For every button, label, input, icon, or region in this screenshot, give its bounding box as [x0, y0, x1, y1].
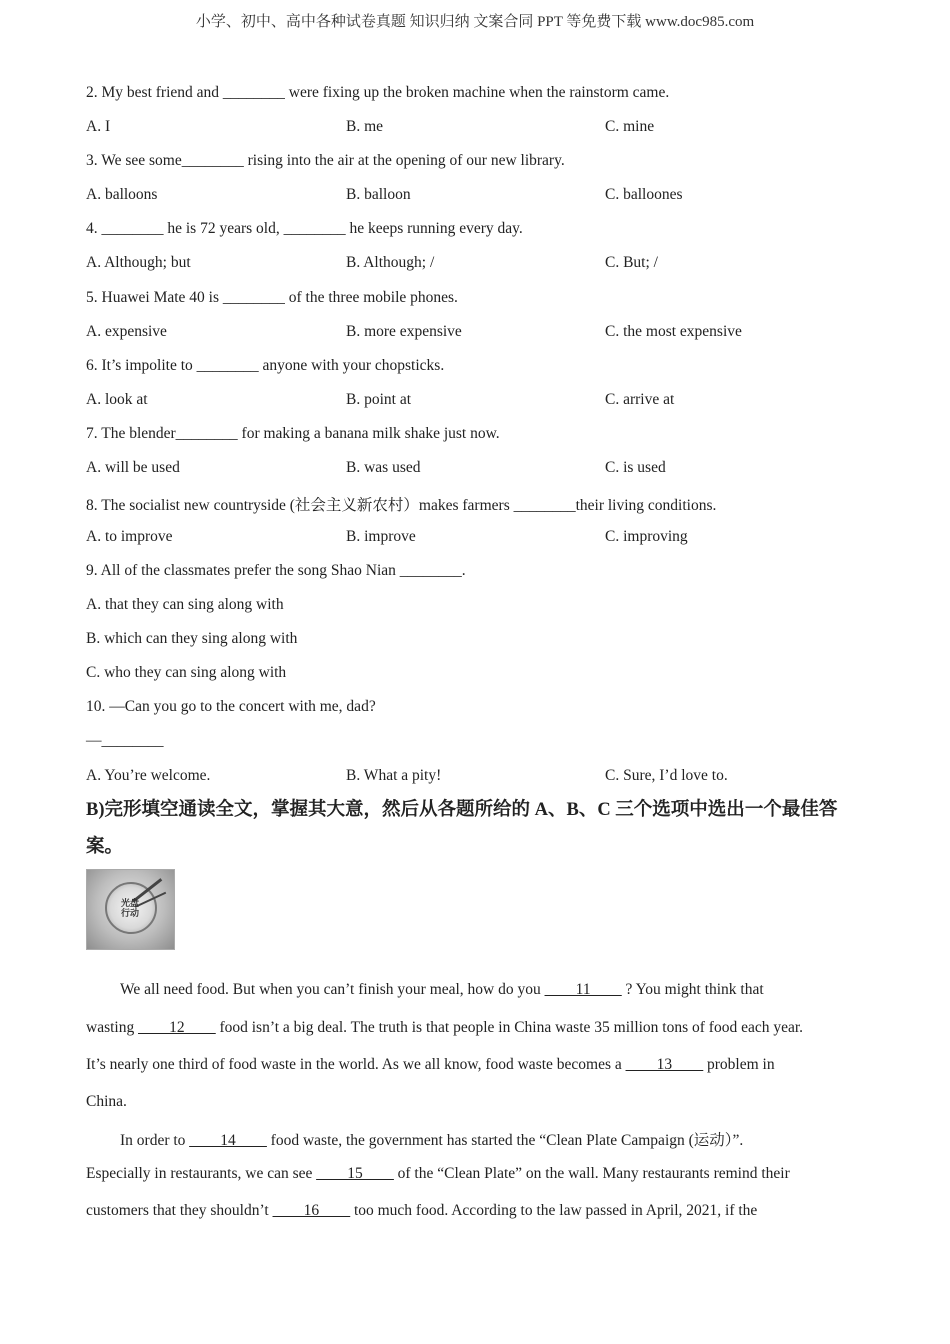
- option-b: B. me: [346, 118, 384, 135]
- passage-line: In order to ____14____ food waste, the government has started the “Clean Plate Campaign (运动）”.: [120, 1132, 744, 1149]
- question-3-stem: 3. We see some________ rising into the air at the opening of our new library.: [86, 152, 565, 169]
- option-b: B. balloon: [346, 186, 411, 203]
- blank-16: ____16____: [272, 1202, 351, 1219]
- question-8-stem: 8. The socialist new countryside (社会主义新农村）makes farmers ________their living conditions.: [86, 497, 717, 514]
- option-a: A. look at: [86, 391, 148, 408]
- option-b: B. improve: [346, 528, 416, 545]
- passage-line: wasting ____12____ food isn’t a big deal. The truth is that people in China waste 35 million tons of food each year.: [86, 1019, 804, 1036]
- option-c: C. But; /: [605, 254, 658, 271]
- page-header: 小学、初中、高中各种试卷真题 知识归纳 文案合同 PPT 等免费下载 www.doc985.com: [195, 14, 755, 30]
- option-a: A. Although; but: [86, 254, 191, 271]
- section-b-title: B)完形填空通读全文，掌握其大意，然后从各题所给的 A、B、C 三个选项中选出一个最佳答案。: [86, 800, 838, 857]
- option-c: C. Sure, I’d love to.: [605, 767, 728, 784]
- question-7-stem: 7. The blender________ for making a banana milk shake just now.: [86, 425, 500, 442]
- option-a: A. to improve: [86, 528, 173, 545]
- option-c: C. the most expensive: [605, 323, 742, 340]
- question-9-option-b: B. which can they sing along with: [86, 630, 298, 647]
- option-b: B. more expensive: [346, 323, 462, 340]
- option-c: C. mine: [605, 118, 655, 135]
- passage-line: customers that they shouldn’t ____16____ too much food. According to the law passed in April, 2021, if the: [86, 1202, 758, 1219]
- blank-14: ____14____: [189, 1132, 267, 1149]
- passage-line: Especially in restaurants, we can see ____15____ of the “Clean Plate” on the wall. Many restaurants remind their: [86, 1165, 790, 1182]
- option-a: A. I: [86, 118, 111, 135]
- option-c: C. improving: [605, 528, 688, 545]
- blank-12: ____12____: [138, 1019, 216, 1036]
- option-c: C. is used: [605, 459, 666, 476]
- option-c: C. arrive at: [605, 391, 675, 408]
- option-a: A. expensive: [86, 323, 167, 340]
- clean-plate-image: [86, 869, 175, 950]
- blank-11: ____11____: [544, 981, 622, 998]
- question-9-stem: 9. All of the classmates prefer the song Shao Nian ________.: [86, 562, 466, 579]
- option-b: B. What a pity!: [346, 767, 442, 784]
- plate-label: 光盘行动: [120, 899, 139, 919]
- question-10-answer-line: —________: [86, 732, 164, 749]
- question-6-stem: 6. It’s impolite to ________ anyone with your chopsticks.: [86, 357, 445, 374]
- option-a: A. You’re welcome.: [86, 767, 211, 784]
- option-a: A. balloons: [86, 186, 158, 203]
- option-c: C. balloones: [605, 186, 683, 203]
- question-2-stem: 2. My best friend and ________ were fixing up the broken machine when the rainstorm came.: [86, 84, 670, 101]
- option-a: A. will be used: [86, 459, 180, 476]
- passage-line: It’s nearly one third of food waste in the world. As we all know, food waste becomes a ____13____ problem in: [86, 1056, 775, 1073]
- passage-line: We all need food. But when you can’t finish your meal, how do you ____11____ ? You might think that: [120, 981, 764, 998]
- question-4-stem: 4. ________ he is 72 years old, ________ he keeps running every day.: [86, 220, 523, 237]
- question-10-stem: 10. —Can you go to the concert with me, dad?: [86, 698, 376, 715]
- question-9-option-a: A. that they can sing along with: [86, 596, 284, 613]
- passage-line: China.: [86, 1093, 127, 1110]
- option-b: B. Although; /: [346, 254, 435, 271]
- blank-13: ____13____: [625, 1056, 704, 1073]
- question-5-stem: 5. Huawei Mate 40 is ________ of the three mobile phones.: [86, 289, 458, 306]
- option-b: B. point at: [346, 391, 412, 408]
- option-b: B. was used: [346, 459, 421, 476]
- question-9-option-c: C. who they can sing along with: [86, 664, 287, 681]
- blank-15: ____15____: [316, 1165, 394, 1182]
